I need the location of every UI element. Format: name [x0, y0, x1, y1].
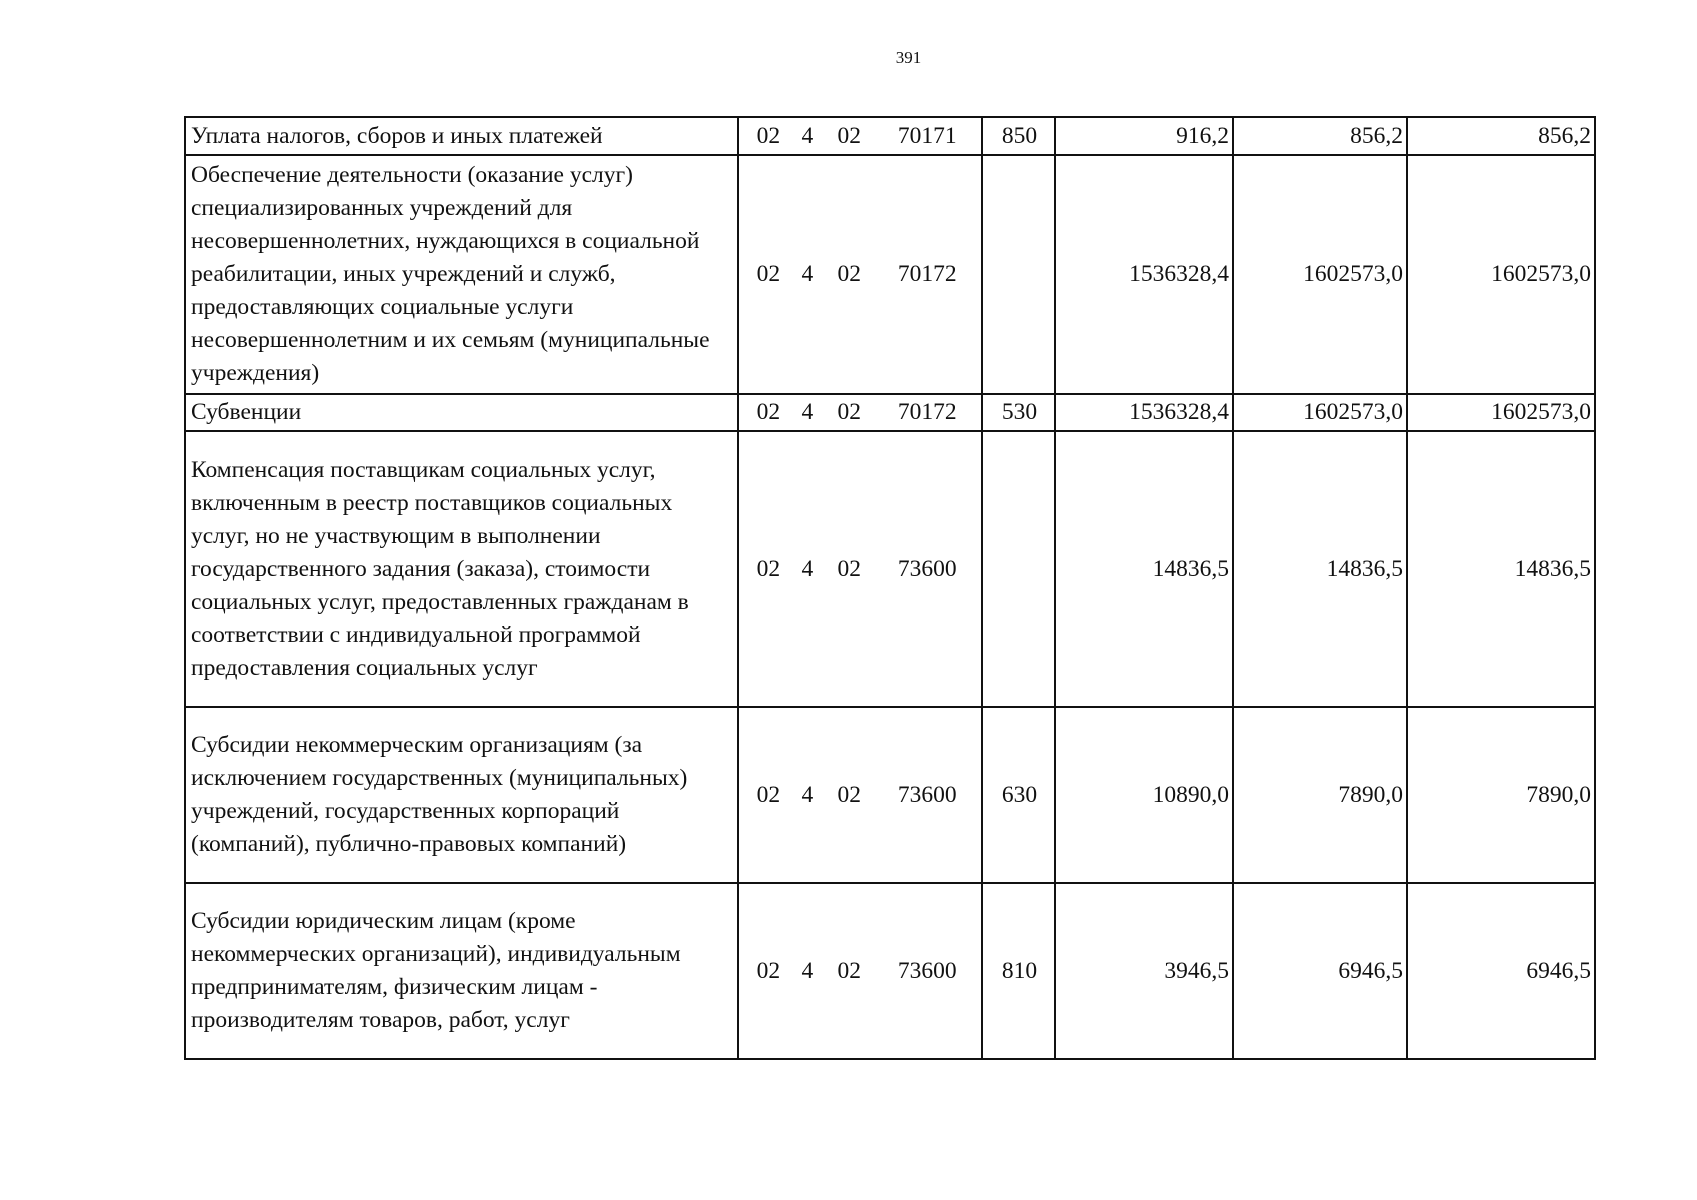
- direction-code: 73600: [897, 957, 957, 984]
- amount-year-3: 14836,5: [1407, 431, 1595, 707]
- amount-year-1: 916,2: [1055, 117, 1233, 155]
- row-description: Субвенции: [185, 394, 738, 431]
- program-code: 02: [756, 122, 781, 149]
- main-activity-code: 02: [837, 122, 862, 149]
- amount-year-1: 1536328,4: [1055, 394, 1233, 431]
- direction-code: 70172: [897, 261, 957, 287]
- expense-type-code: 530: [982, 394, 1055, 431]
- table-row: [185, 431, 1595, 707]
- main-activity-code: 02: [837, 957, 862, 984]
- row-description: Обеспечение деятельности (оказание услуг) специализированных учреждений для несовершеннолетних, нуждающихся в социальной реабилитации, иных учреждений и служб, предоставляющих социальные услуги несовершеннолетним и их семьям (муниципальные учреждения): [185, 155, 738, 394]
- expense-type-code: [982, 431, 1055, 707]
- main-activity-code: 02: [837, 781, 862, 808]
- direction-code: 73600: [897, 555, 957, 582]
- classification-code: [738, 431, 982, 707]
- subprogram-type-code: 4: [801, 957, 814, 984]
- direction-code: 70171: [897, 122, 957, 149]
- amount-year-2: 1602573,0: [1233, 394, 1407, 431]
- amount-year-1: 3946,5: [1055, 883, 1233, 1059]
- program-code: 02: [756, 555, 781, 582]
- direction-code: 73600: [897, 781, 957, 808]
- main-activity-code: 02: [837, 555, 862, 582]
- main-activity-code: 02: [837, 261, 862, 287]
- expense-type-code: [982, 155, 1055, 394]
- subprogram-type-code: 4: [801, 555, 814, 582]
- program-code: 02: [756, 781, 781, 808]
- amount-year-2: 1602573,0: [1233, 155, 1407, 394]
- amount-year-2: 856,2: [1233, 117, 1407, 155]
- program-code: 02: [756, 957, 781, 984]
- row-description: Компенсация поставщикам социальных услуг, включенным в реестр поставщиков социальных услуг, но не участвующим в выполнении государственного задания (заказа), стоимости социальных услуг, предоставленных гражданам в соответствии с индивидуальной программой предоставления социальных услуг: [185, 431, 738, 707]
- expense-type-code: 630: [982, 707, 1055, 883]
- subprogram-type-code: 4: [801, 261, 814, 287]
- classification-code: [738, 394, 982, 431]
- amount-year-3: 1602573,0: [1407, 155, 1595, 394]
- row-description: Уплата налогов, сборов и иных платежей: [185, 117, 738, 155]
- amount-year-3: 856,2: [1407, 117, 1595, 155]
- classification-code: [738, 117, 982, 155]
- amount-year-3: 7890,0: [1407, 707, 1595, 883]
- classification-code: [738, 155, 982, 394]
- table-row: [185, 883, 1595, 1059]
- amount-year-2: 7890,0: [1233, 707, 1407, 883]
- program-code: 02: [756, 399, 781, 425]
- subprogram-type-code: 4: [801, 122, 814, 149]
- amount-year-1: 1536328,4: [1055, 155, 1233, 394]
- expense-type-code: 810: [982, 883, 1055, 1059]
- table-row: [185, 394, 1595, 431]
- subprogram-type-code: 4: [801, 399, 814, 425]
- subprogram-type-code: 4: [801, 781, 814, 808]
- amount-year-1: 10890,0: [1055, 707, 1233, 883]
- amount-year-2: 6946,5: [1233, 883, 1407, 1059]
- classification-code: [738, 707, 982, 883]
- program-code: 02: [756, 261, 781, 287]
- table-row: [185, 707, 1595, 883]
- budget-table: [184, 116, 1596, 1060]
- amount-year-3: 6946,5: [1407, 883, 1595, 1059]
- amount-year-1: 14836,5: [1055, 431, 1233, 707]
- row-description: Субсидии некоммерческим организациям (за исключением государственных (муниципальных) учреждений, государственных корпораций (компаний), публично-правовых компаний): [185, 707, 738, 883]
- row-description: Субсидии юридическим лицам (кроме некоммерческих организаций), индивидуальным предпринимателям, физическим лицам - производителям товаров, работ, услуг: [185, 883, 738, 1059]
- direction-code: 70172: [897, 399, 957, 425]
- amount-year-3: 1602573,0: [1407, 394, 1595, 431]
- expense-type-code: 850: [982, 117, 1055, 155]
- amount-year-2: 14836,5: [1233, 431, 1407, 707]
- page-number: 391: [895, 48, 922, 67]
- classification-code: [738, 883, 982, 1059]
- main-activity-code: 02: [837, 399, 862, 425]
- table-row: [185, 155, 1595, 394]
- table-row: [185, 117, 1595, 155]
